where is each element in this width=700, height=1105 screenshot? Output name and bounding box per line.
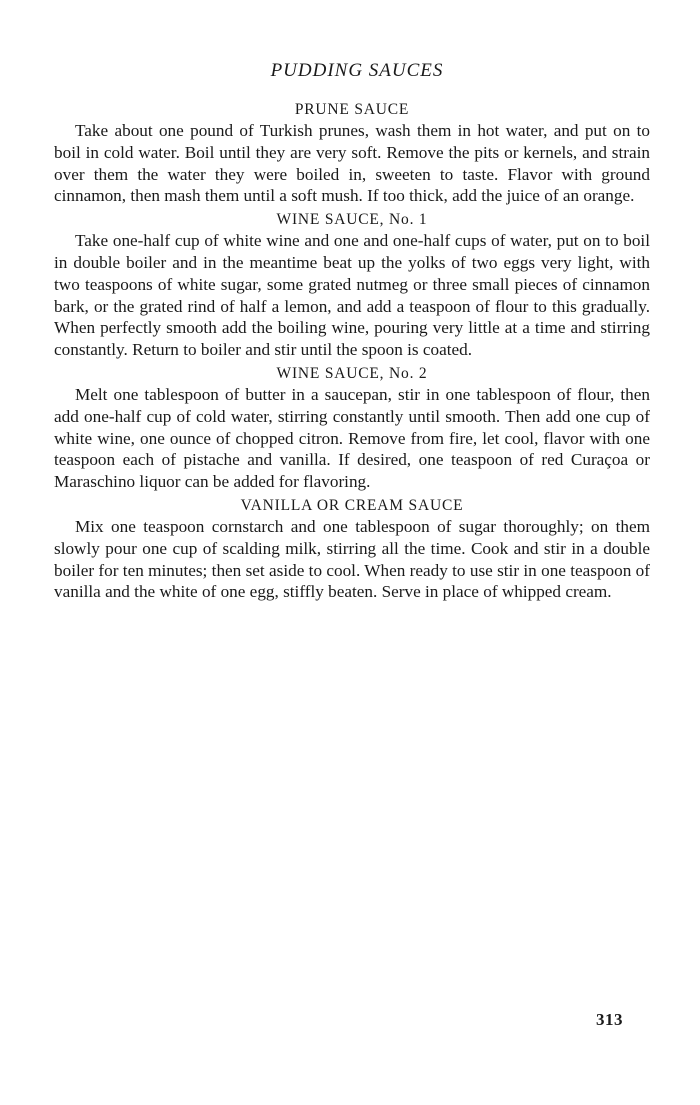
section-wine-sauce-2 <box>54 364 650 493</box>
section-title: VANILLA OR CREAM SAUCE <box>240 496 464 514</box>
book-page <box>54 60 650 606</box>
section-body: Mix one teaspoon cornstarch and one tablespoon of sugar thoroughly; on them slowly pour one cup of scalding milk, stirring all the time. Cook and stir in a double boiler for ten minutes; then set aside to cool. When ready to use stir in one teaspoon of vanilla and the white of one egg, stiffly beaten. Serve in place of whipped cream. <box>54 516 650 602</box>
section-title: WINE SAUCE, No. 2 <box>276 364 428 382</box>
section-vanilla-cream-sauce <box>54 496 650 603</box>
section-body: Take one-half cup of white wine and one and one-half cups of water, put on to boil in double boiler and in the meantime beat up the yolks of two eggs very light, with two teaspoons of white sugar, some grated nutmeg or three small pieces of cinnamon bark, or the grated rind of half a lemon, and add a teaspoon of flour to this gradually. When perfectly smooth add the boiling wine, pouring very little at a time and stirring constantly. Return to boiler and stir until the spoon is coated. <box>54 231 650 360</box>
section-prune-sauce <box>54 100 650 207</box>
section-title: PRUNE SAUCE <box>294 101 410 118</box>
section-wine-sauce-1 <box>54 210 650 361</box>
page-number: 313 <box>596 1010 623 1029</box>
section-title: WINE SAUCE, No. 1 <box>276 211 428 229</box>
section-body: Take about one pound of Turkish prunes, wash them in hot water, and put on to boil in cold water. Boil until they are very soft. Remove the pits or kernels, and strain over them the water they were boiled in, sweeten to taste. Flavor with ground cinnamon, then mash them until a soft mush. If too thick, add the juice of an orange. <box>54 121 650 206</box>
running-head: PUDDING SAUCES <box>270 60 444 81</box>
section-body: Melt one tablespoon of butter in a saucepan, stir in one tablespoon of flour, then add one-half cup of cold water, stirring constantly until smooth. Then add one cup of white wine, one ounce of chopped citron. Remove from fire, let cool, flavor with one teaspoon each of pistache and vanilla. If desired, one teaspoon of red Curaçoa or Maraschino liquor can be added for flavoring. <box>54 384 650 492</box>
